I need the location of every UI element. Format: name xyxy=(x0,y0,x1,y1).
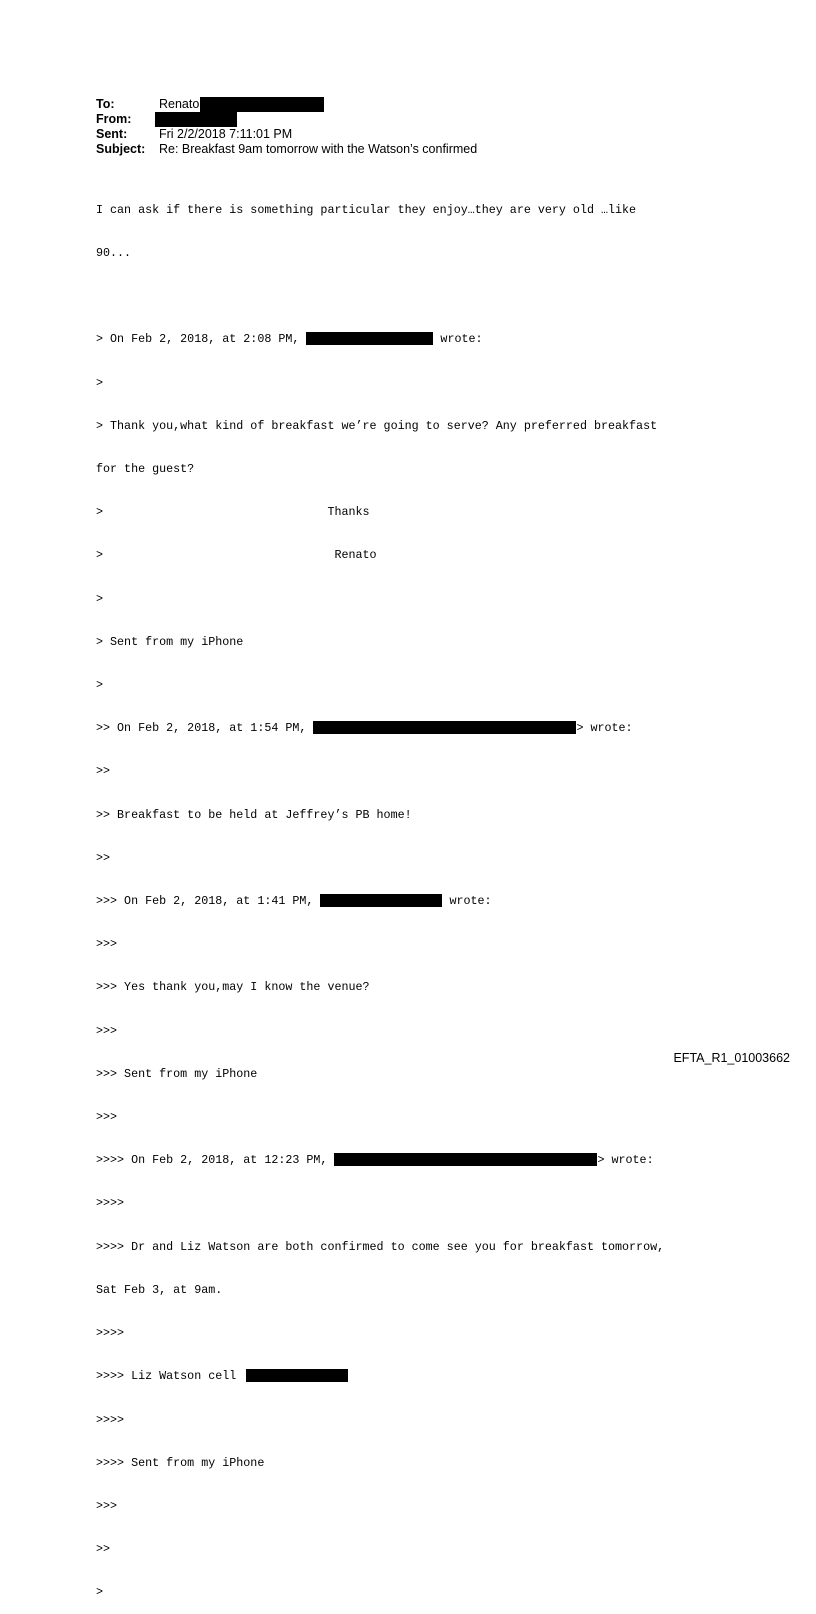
body-line: >>> xyxy=(96,937,118,952)
quote-header-wrote: > wrote: xyxy=(597,1153,654,1168)
body-line: > xyxy=(96,591,104,606)
redaction-bar xyxy=(306,332,433,345)
body-line: >>>> xyxy=(96,1196,125,1211)
phone-label: >>>> Liz Watson cell xyxy=(96,1369,244,1384)
redaction-bar xyxy=(313,721,576,734)
subject-value: Re: Breakfast 9am tomorrow with the Watson’s confirmed xyxy=(159,141,478,156)
body-line: >>>> xyxy=(96,1412,125,1427)
quote-header-text: >> On Feb 2, 2018, at 1:54 PM, xyxy=(96,721,314,736)
body-line: > Thank you,what kind of breakfast we’re going to serve? Any preferred breakfast xyxy=(96,418,658,433)
subject-row xyxy=(96,142,477,157)
quote-header-wrote: > wrote: xyxy=(576,721,633,736)
body-line: >>>> Sent from my iPhone xyxy=(96,1455,265,1470)
subject-label: Subject: xyxy=(96,141,146,156)
quote-header-line xyxy=(96,894,736,908)
quote-header-wrote: wrote: xyxy=(433,332,483,347)
quote-header-line xyxy=(96,721,736,735)
body-line: I can ask if there is something particular they enjoy…they are very old …like xyxy=(96,202,637,217)
body-line: >>> Yes thank you,may I know the venue? xyxy=(96,980,370,995)
redaction-bar xyxy=(320,894,442,907)
from-label: From: xyxy=(96,112,132,126)
redaction-bar xyxy=(334,1153,597,1166)
body-line: >> xyxy=(96,1542,111,1557)
body-line: >>> xyxy=(96,1498,118,1513)
quote-header-wrote: wrote: xyxy=(442,894,492,909)
body-line: 90... xyxy=(96,246,132,261)
quote-header-text: >>>> On Feb 2, 2018, at 12:23 PM, xyxy=(96,1153,335,1168)
to-name: Renato xyxy=(159,97,200,111)
body-line: for the guest? xyxy=(96,462,195,477)
body-line: > xyxy=(96,678,104,693)
sent-label: Sent: xyxy=(96,127,128,141)
body-line: > Renato xyxy=(96,548,377,563)
to-value xyxy=(159,97,324,112)
body-line: >>> xyxy=(96,1023,118,1038)
to-label: To: xyxy=(96,97,115,111)
redaction-bar xyxy=(200,97,324,112)
to-row xyxy=(96,97,477,112)
body-line: > Sent from my iPhone xyxy=(96,634,244,649)
sent-value: Fri 2/2/2018 7:11:01 PM xyxy=(159,127,293,141)
quote-header-text: > On Feb 2, 2018, at 2:08 PM, xyxy=(96,332,307,347)
body-line: > xyxy=(96,375,104,390)
phone-line xyxy=(96,1369,736,1383)
quote-header-text: >>> On Feb 2, 2018, at 1:41 PM, xyxy=(96,894,321,909)
quote-header-line xyxy=(96,1153,736,1167)
body-line: >> xyxy=(96,850,111,865)
body-line: > Thanks xyxy=(96,505,370,520)
quote-header-line xyxy=(96,332,736,346)
body-line: > xyxy=(96,1585,104,1600)
redaction-bar xyxy=(155,112,237,127)
body-line: >>> Sent from my iPhone xyxy=(96,1066,258,1081)
body-line xyxy=(96,289,736,303)
from-value xyxy=(159,112,237,127)
body-line: >>>> xyxy=(96,1326,125,1341)
from-row xyxy=(96,112,477,127)
body-line: >> Breakfast to be held at Jeffrey’s PB home! xyxy=(96,807,412,822)
body-line: >> xyxy=(96,764,111,779)
sent-row xyxy=(96,127,477,142)
email-body xyxy=(96,174,736,1614)
redaction-bar xyxy=(246,1369,348,1382)
email-header xyxy=(96,97,477,156)
body-line: Sat Feb 3, at 9am. xyxy=(96,1282,223,1297)
document-id: EFTA_R1_01003662 xyxy=(673,1051,790,1065)
body-line: >>> xyxy=(96,1110,118,1125)
body-line: >>>> Dr and Liz Watson are both confirmed to come see you for breakfast tomorrow, xyxy=(96,1239,665,1254)
